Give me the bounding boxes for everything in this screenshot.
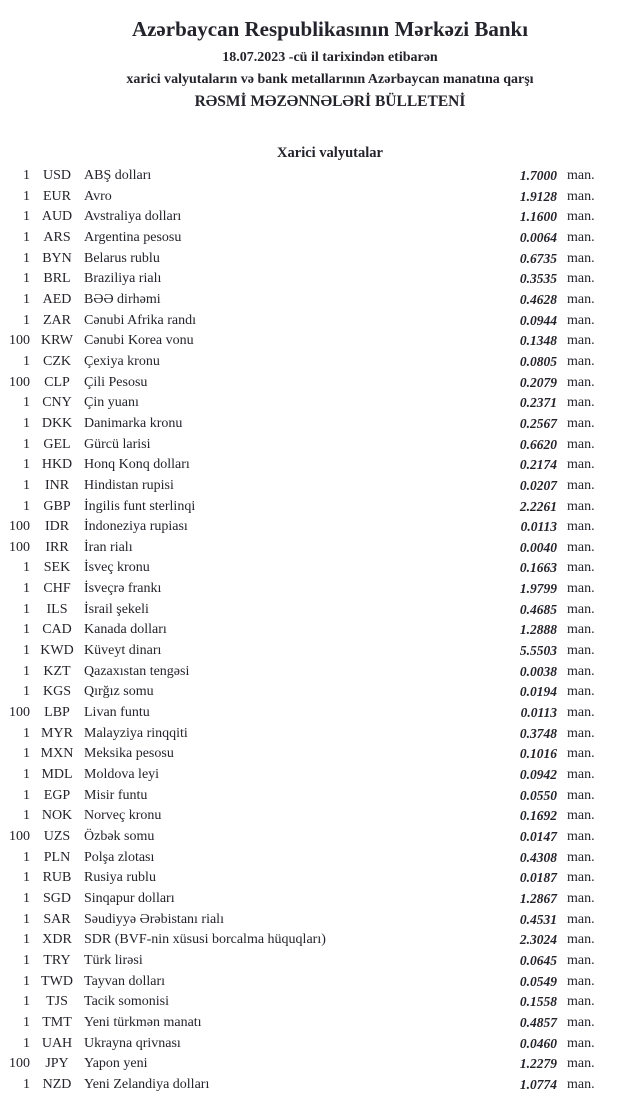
rate-quantity: 1 (23, 952, 30, 968)
rate-unit-label: man. (567, 973, 595, 989)
rate-row (0, 724, 620, 745)
rate-row (0, 517, 620, 538)
currency-name: Malayziya rinqqiti (84, 725, 188, 741)
rate-value: 0.2174 (519, 457, 557, 473)
rate-unit-label: man. (567, 498, 595, 514)
currency-code: KWD (40, 643, 74, 659)
rate-quantity: 1 (23, 1014, 30, 1030)
currency-name: Hindistan rupisi (84, 477, 174, 493)
rate-value: 0.3535 (519, 271, 557, 287)
rate-row (0, 620, 620, 641)
rate-row (0, 331, 620, 352)
currency-code: TJS (46, 994, 68, 1010)
rate-value: 0.0460 (519, 1035, 557, 1051)
currency-code: ZAR (43, 312, 71, 328)
subject-line: xarici valyutaların və bank metallarının Azərbaycan manatına qarşı (126, 72, 534, 87)
rate-quantity: 1 (23, 1035, 30, 1051)
rate-row (0, 435, 620, 456)
rate-unit-label: man. (567, 291, 595, 307)
rate-unit-label: man. (567, 870, 595, 886)
section-title-foreign-currencies: Xarici valyutalar (277, 145, 383, 161)
currency-name: Küveyt dinarı (84, 643, 162, 659)
currency-code: CAD (42, 622, 72, 638)
currency-name: Tayvan dolları (84, 973, 166, 989)
rate-value: 0.3748 (519, 725, 557, 741)
rate-quantity: 1 (23, 870, 30, 886)
rate-row (0, 786, 620, 807)
rate-value: 1.0774 (519, 1076, 557, 1092)
currency-name: Danimarka kronu (84, 415, 183, 431)
currency-name: Sinqapur dolları (84, 890, 175, 906)
rate-row (0, 538, 620, 559)
rate-unit-label: man. (567, 643, 595, 659)
currency-name: Kanada dolları (84, 622, 167, 638)
rate-quantity: 1 (23, 457, 30, 473)
rate-row (0, 1013, 620, 1034)
currency-code: TMT (42, 1014, 72, 1030)
rate-row (0, 207, 620, 228)
rate-row (0, 352, 620, 373)
rate-row (0, 703, 620, 724)
rate-unit-label: man. (567, 168, 595, 183)
currency-name: Norveç kronu (84, 808, 162, 824)
rate-value: 2.2261 (519, 498, 557, 514)
rate-row (0, 311, 620, 332)
rate-unit-label: man. (567, 477, 595, 493)
currency-name: İran rialı (84, 539, 133, 555)
rate-value: 0.0207 (519, 477, 557, 493)
rate-row (0, 166, 620, 187)
rate-quantity: 1 (23, 643, 30, 659)
rate-value: 0.0187 (519, 870, 557, 886)
rate-quantity: 1 (23, 581, 30, 597)
rate-value: 0.0113 (520, 519, 557, 535)
rate-unit-label: man. (567, 436, 595, 452)
rate-unit-label: man. (567, 767, 595, 783)
currency-name: Türk lirəsi (84, 952, 143, 968)
rate-row (0, 497, 620, 518)
currency-name: Tacik somonisi (84, 994, 169, 1010)
rate-quantity: 100 (9, 539, 30, 555)
rate-unit-label: man. (567, 725, 595, 741)
rate-row (0, 1054, 620, 1075)
currency-code: NOK (41, 808, 73, 824)
currency-code: GBP (43, 498, 71, 514)
rate-unit-label: man. (567, 539, 595, 555)
currency-name: Cənubi Korea vonu (84, 333, 194, 349)
rate-quantity: 1 (23, 746, 30, 762)
rate-unit-label: man. (567, 932, 595, 948)
rate-value: 0.6620 (519, 436, 557, 452)
currency-code: UAH (41, 1035, 73, 1051)
rate-quantity: 1 (23, 601, 30, 617)
rate-row (0, 641, 620, 662)
rate-value: 1.2279 (519, 1056, 557, 1072)
rate-row (0, 910, 620, 931)
rate-unit-label: man. (567, 1056, 595, 1072)
rate-value: 0.0550 (519, 787, 557, 803)
rate-quantity: 1 (23, 808, 30, 824)
rate-value: 0.0942 (519, 767, 557, 783)
currency-name: İsrail şekeli (84, 601, 149, 617)
currency-name: İsveçrə frankı (84, 581, 162, 597)
rate-quantity: 1 (23, 725, 30, 741)
rate-quantity: 1 (23, 312, 30, 328)
currency-name: Argentina pesosu (84, 229, 182, 245)
rate-row (0, 579, 620, 600)
rate-quantity: 1 (23, 291, 30, 307)
rate-quantity: 1 (23, 477, 30, 493)
currency-code: SEK (43, 560, 71, 576)
currency-code: JPY (45, 1056, 69, 1072)
rate-row (0, 744, 620, 765)
currency-name: İngilis funt sterlinqi (84, 498, 196, 514)
currency-name: Moldova leyi (84, 767, 160, 783)
rate-row (0, 682, 620, 703)
rate-unit-label: man. (567, 457, 595, 473)
bulletin-header (0, 16, 620, 111)
rate-row (0, 249, 620, 270)
rate-quantity: 1 (23, 994, 30, 1010)
rate-quantity: 1 (23, 684, 30, 700)
currency-name: Ukrayna qrivnası (84, 1035, 181, 1051)
rate-row (0, 951, 620, 972)
rate-value: 0.4685 (519, 601, 557, 617)
currency-name: Belarus rublu (84, 250, 160, 266)
currency-code: CLP (44, 374, 70, 390)
rate-unit-label: man. (567, 415, 595, 431)
rate-quantity: 1 (23, 395, 30, 411)
rate-value: 0.1348 (519, 333, 557, 349)
currency-name: Çili Pesosu (84, 374, 148, 390)
currency-code: SAR (43, 911, 71, 927)
currency-name: Honq Konq dolları (84, 457, 190, 473)
rate-row (0, 414, 620, 435)
currency-name: Meksika pesosu (84, 746, 174, 762)
currency-code: NZD (42, 1076, 72, 1092)
currency-name: Gürcü larisi (84, 436, 151, 452)
rate-value: 0.4628 (519, 291, 557, 307)
rate-value: 2.3024 (519, 932, 557, 948)
currency-name: Livan funtu (84, 705, 150, 721)
currency-code: KRW (41, 333, 73, 349)
rate-unit-label: man. (567, 312, 595, 328)
rate-value: 5.5503 (519, 643, 557, 659)
rate-value: 0.0147 (519, 829, 557, 844)
rate-quantity: 1 (23, 188, 30, 204)
rate-value: 0.1016 (519, 746, 557, 762)
rate-unit-label: man. (567, 395, 595, 411)
rate-value: 0.4531 (519, 911, 557, 927)
rate-unit-label: man. (567, 622, 595, 638)
currency-code: BRL (43, 271, 71, 287)
currency-code: CZK (43, 353, 71, 369)
rate-value: 0.4857 (519, 1014, 557, 1030)
rate-row (0, 972, 620, 993)
rate-value: 0.0038 (519, 663, 557, 679)
rate-row (0, 765, 620, 786)
rate-row (0, 930, 620, 951)
rate-unit-label: man. (567, 952, 595, 968)
rate-value: 0.0805 (519, 353, 557, 369)
currency-code: MDL (41, 767, 73, 783)
rate-quantity: 1 (23, 767, 30, 783)
rate-quantity: 100 (9, 829, 30, 844)
currency-code: TRY (43, 952, 71, 968)
currency-name: Rusiya rublu (84, 870, 156, 886)
rate-quantity: 1 (23, 787, 30, 803)
rate-quantity: 100 (9, 333, 30, 349)
currency-name: BƏƏ dirhəmi (84, 291, 161, 307)
rate-quantity: 1 (23, 353, 30, 369)
currency-code: XDR (42, 932, 72, 948)
rate-unit-label: man. (567, 374, 595, 390)
exchange-rates-table (0, 166, 620, 1096)
currency-name: Avro (84, 188, 112, 204)
rate-unit-label: man. (567, 787, 595, 803)
rate-value: 1.9799 (519, 581, 557, 597)
currency-code: LBP (44, 705, 70, 721)
rate-value: 0.0194 (519, 684, 557, 700)
currency-code: AED (42, 291, 72, 307)
rate-row (0, 1075, 620, 1096)
rate-unit-label: man. (567, 209, 595, 225)
rate-row (0, 827, 620, 848)
rate-value: 0.4308 (519, 849, 557, 865)
rate-row (0, 1034, 620, 1055)
rate-value: 0.0113 (520, 705, 557, 721)
rate-quantity: 100 (9, 1056, 30, 1072)
bulletin-title: RƏSMİ MƏZƏNNƏLƏRİ BÜLLETENİ (194, 93, 466, 110)
rate-value: 0.0944 (519, 312, 557, 328)
rate-value: 0.2079 (519, 374, 557, 390)
currency-code: MYR (41, 725, 73, 741)
rate-value: 0.1692 (519, 808, 557, 824)
rate-unit-label: man. (567, 601, 595, 617)
rate-value: 1.7000 (519, 168, 557, 183)
rate-row (0, 455, 620, 476)
rate-unit-label: man. (567, 250, 595, 266)
currency-code: INR (44, 477, 70, 493)
rate-quantity: 1 (23, 663, 30, 679)
rate-value: 0.2567 (519, 415, 557, 431)
currency-name: Polşa zlotası (84, 849, 155, 865)
rate-value: 1.2888 (519, 622, 557, 638)
currency-code: PLN (43, 849, 71, 865)
currency-code: CHF (43, 581, 71, 597)
currency-name: Cənubi Afrika randı (84, 312, 196, 328)
rate-unit-label: man. (567, 705, 595, 721)
currency-code: UZS (43, 829, 71, 844)
rate-value: 0.1663 (519, 560, 557, 576)
rate-unit-label: man. (567, 890, 595, 906)
currency-code: TWD (41, 973, 73, 989)
currency-name: Çexiya kronu (84, 353, 160, 369)
currency-code: EUR (43, 188, 71, 204)
rate-row (0, 868, 620, 889)
rate-quantity: 1 (23, 973, 30, 989)
effective-date-line: 18.07.2023 -cü il tarixindən etibarən (222, 50, 438, 65)
rate-quantity: 1 (23, 560, 30, 576)
currency-code: IDR (44, 519, 70, 535)
rate-unit-label: man. (567, 1076, 595, 1092)
currency-code: BYN (42, 250, 72, 266)
bank-name-title: Azərbaycan Respublikasının Mərkəzi Bankı (131, 17, 529, 41)
rate-quantity: 1 (23, 911, 30, 927)
rate-value: 1.2867 (519, 890, 557, 906)
rate-unit-label: man. (567, 229, 595, 245)
rate-unit-label: man. (567, 684, 595, 700)
rate-value: 0.6735 (519, 250, 557, 266)
rate-row (0, 558, 620, 579)
rate-quantity: 1 (23, 890, 30, 906)
currency-name: İndoneziya rupiası (84, 519, 188, 535)
rate-quantity: 1 (23, 250, 30, 266)
rate-quantity: 1 (23, 932, 30, 948)
currency-name: Misir funtu (84, 787, 148, 803)
currency-code: RUB (42, 870, 72, 886)
currency-code: ARS (43, 229, 71, 245)
rate-value: 0.0064 (519, 229, 557, 245)
rate-row (0, 187, 620, 208)
rate-value: 1.9128 (519, 188, 557, 204)
currency-code: HKD (41, 457, 73, 473)
currency-code: ILS (46, 601, 68, 617)
currency-code: AUD (41, 209, 73, 225)
currency-name: Yeni Zelandiya dolları (84, 1076, 210, 1092)
rate-row (0, 373, 620, 394)
currency-name: Özbək somu (84, 829, 155, 844)
rate-quantity: 1 (23, 168, 30, 183)
rate-unit-label: man. (567, 581, 595, 597)
currency-code: KZT (43, 663, 71, 679)
rate-row (0, 992, 620, 1013)
rate-row (0, 228, 620, 249)
rate-quantity: 1 (23, 229, 30, 245)
rate-unit-label: man. (567, 1014, 595, 1030)
rate-quantity: 100 (9, 519, 30, 535)
rate-quantity: 1 (23, 849, 30, 865)
rate-row (0, 600, 620, 621)
rate-unit-label: man. (567, 994, 595, 1010)
currency-code: IRR (45, 539, 69, 555)
rate-unit-label: man. (567, 333, 595, 349)
currency-name: Səudiyyə Ərəbistanı rialı (84, 911, 224, 927)
currency-name: SDR (BVF-nin xüsusi borcalma hüquqları) (84, 932, 326, 948)
rate-unit-label: man. (567, 519, 595, 535)
currency-name: Qazaxıstan tengəsi (84, 663, 190, 679)
currency-code: SGD (42, 890, 71, 906)
currency-name: Yapon yeni (84, 1056, 148, 1072)
rate-unit-label: man. (567, 188, 595, 204)
rate-row (0, 848, 620, 869)
rate-unit-label: man. (567, 353, 595, 369)
rate-unit-label: man. (567, 911, 595, 927)
rate-quantity: 1 (23, 436, 30, 452)
rate-quantity: 100 (9, 374, 30, 390)
rate-value: 0.2371 (519, 395, 557, 411)
rate-quantity: 1 (23, 209, 30, 225)
currency-code: DKK (41, 415, 73, 431)
rate-row (0, 269, 620, 290)
rate-unit-label: man. (567, 849, 595, 865)
currency-name: ABŞ dolları (84, 168, 152, 183)
rate-value: 0.0549 (519, 973, 557, 989)
rate-row (0, 662, 620, 683)
rate-quantity: 1 (23, 271, 30, 287)
rate-value: 1.1600 (519, 209, 557, 225)
currency-name: İsveç kronu (84, 560, 150, 576)
rate-row (0, 476, 620, 497)
rate-quantity: 1 (23, 498, 30, 514)
rate-unit-label: man. (567, 663, 595, 679)
currency-code: USD (42, 168, 71, 183)
rate-row (0, 393, 620, 414)
rate-quantity: 1 (23, 622, 30, 638)
rate-quantity: 100 (9, 705, 30, 721)
currency-code: EGP (43, 787, 71, 803)
rate-value: 0.1558 (519, 994, 557, 1010)
currency-name: Çin yuanı (84, 395, 139, 411)
currency-code: GEL (43, 436, 71, 452)
rate-row (0, 806, 620, 827)
currency-code: KGS (42, 684, 71, 700)
rate-quantity: 1 (23, 415, 30, 431)
rate-unit-label: man. (567, 271, 595, 287)
rate-value: 0.0040 (519, 539, 557, 555)
rate-row (0, 290, 620, 311)
rate-value: 0.0645 (519, 952, 557, 968)
currency-name: Avstraliya dolları (84, 209, 182, 225)
rate-unit-label: man. (567, 829, 595, 844)
rate-unit-label: man. (567, 746, 595, 762)
currency-name: Qırğız somu (84, 684, 154, 700)
rate-unit-label: man. (567, 808, 595, 824)
currency-code: CNY (42, 395, 72, 411)
rate-unit-label: man. (567, 560, 595, 576)
currency-name: Braziliya rialı (84, 271, 162, 287)
rate-unit-label: man. (567, 1035, 595, 1051)
currency-name: Yeni türkmən manatı (84, 1014, 202, 1030)
currency-code: MXN (40, 746, 74, 762)
rate-quantity: 1 (23, 1076, 30, 1092)
rate-row (0, 889, 620, 910)
